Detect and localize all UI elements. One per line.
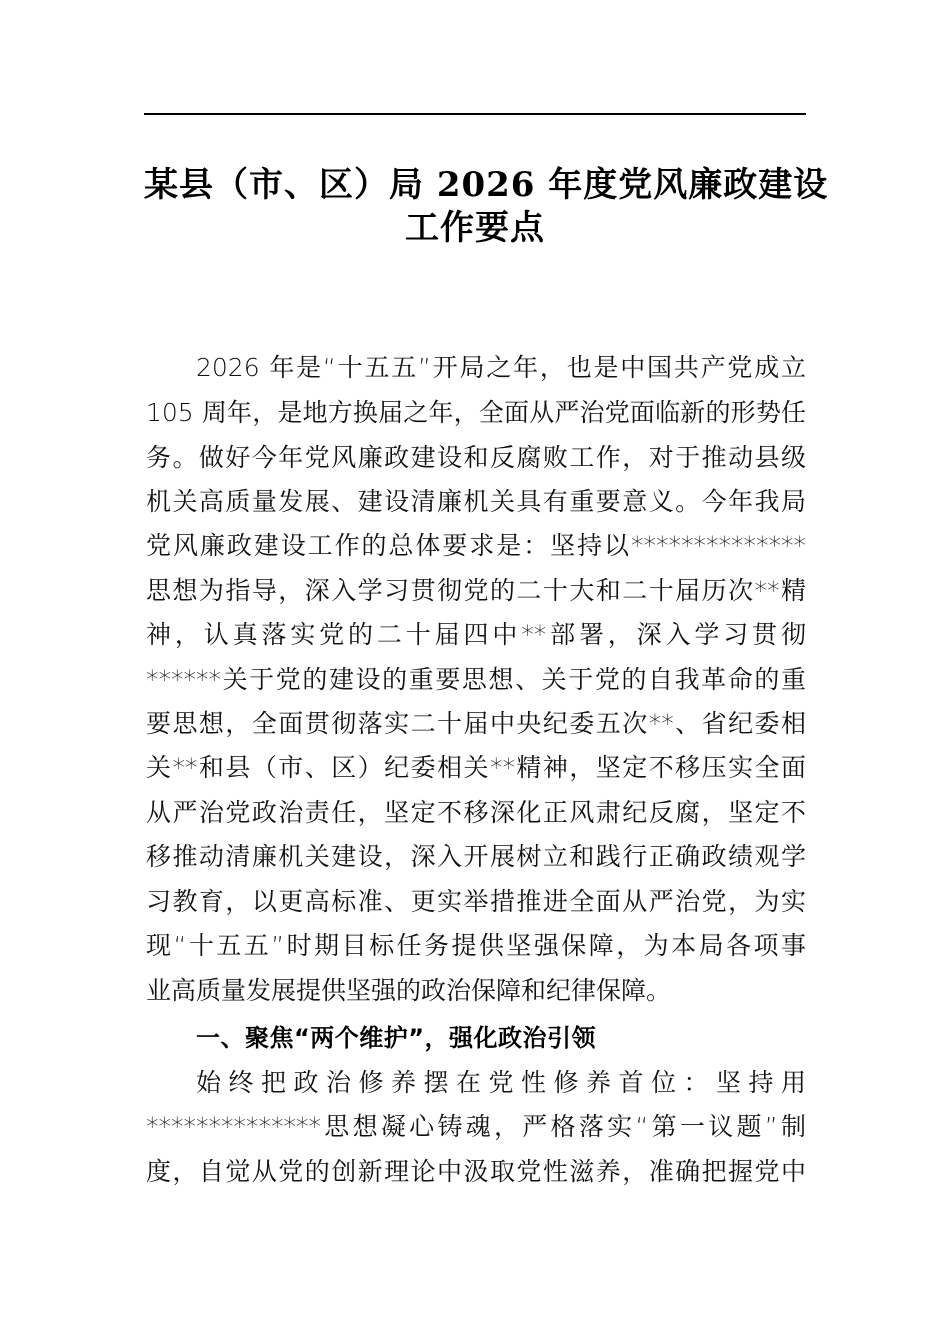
paragraph-line: 2026 年是“十五五”开局之年，也是中国共产党成立 <box>196 353 806 382</box>
paragraph-line: 机关高质量发展、建设清廉机关具有重要意义。今年我局 <box>146 487 806 516</box>
paragraph-line: 业高质量发展提供坚强的政治保障和纪律保障。 <box>146 976 672 1005</box>
paragraph-line: 神，认真落实党的二十届四中**部署，深入学习贯彻 <box>146 620 806 649</box>
paragraph-line: 度，自觉从党的创新理论中汲取党性滋养，准确把握党中 <box>146 1157 806 1186</box>
paragraph-line: 务。做好今年党风廉政建设和反腐败工作，对于推动县级 <box>146 443 806 472</box>
paragraph-line: 要思想，全面贯彻落实二十届中央纪委五次**、省纪委相 <box>146 709 806 738</box>
paragraph-line: 党风廉政建设工作的总体要求是：坚持以************** <box>146 531 806 560</box>
paragraph-line: ******关于党的建设的重要思想、关于党的自我革命的重 <box>146 665 806 694</box>
section-heading-1: 一、聚焦“两个维护”，强化政治引领 <box>196 1024 597 1052</box>
header-rule <box>144 113 806 115</box>
paragraph-line: 移推动清廉机关建设，深入开展树立和践行正确政绩观学 <box>146 842 806 871</box>
paragraph-line: 105 周年，是地方换届之年，全面从严治党面临新的形势任 <box>146 398 806 427</box>
paragraph-line: 习教育，以更高标准、更实举措推进全面从严治党，为实 <box>146 887 806 916</box>
paragraph-line: 从严治党政治责任，坚定不移深化正风肃纪反腐，坚定不 <box>146 798 806 827</box>
paragraph-line: **************思想凝心铸魂，严格落实“第一议题”制 <box>146 1112 806 1141</box>
paragraph-line: 关**和县（市、区）纪委相关**精神，坚定不移压实全面 <box>146 753 806 782</box>
title-line-1: 某县（市、区）局 2026 年度党风廉政建设 <box>144 165 829 205</box>
paragraph-line: 始终把政治修养摆在党性修养首位：坚持用 <box>196 1068 806 1097</box>
paragraph-line: 思想为指导，深入学习贯彻党的二十大和二十届历次**精 <box>146 576 806 605</box>
paragraph-line: 现“十五五”时期目标任务提供坚强保障，为本局各项事 <box>146 931 806 960</box>
title-line-2: 工作要点 <box>405 208 545 248</box>
